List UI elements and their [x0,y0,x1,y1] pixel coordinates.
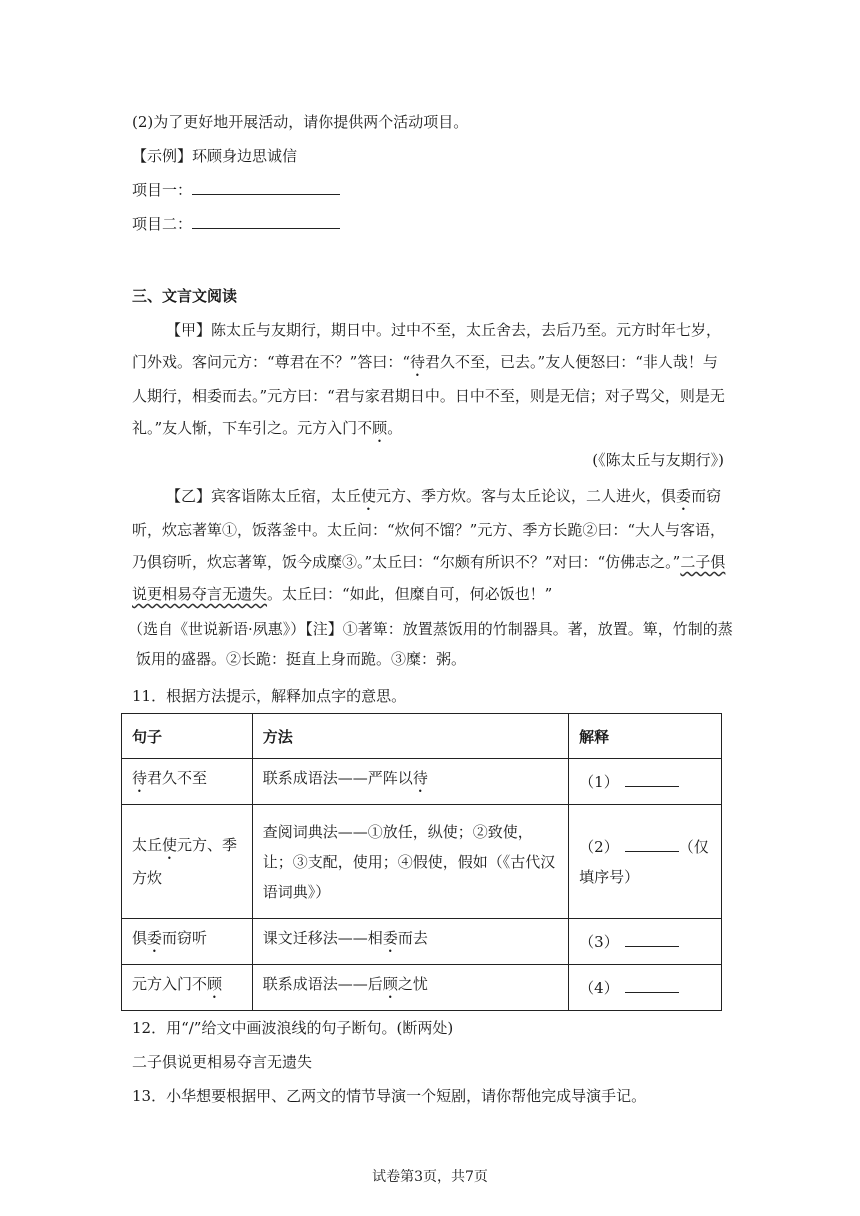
project-2-label: 项目二： [132,215,193,233]
passage-jia [132,314,732,446]
vocab-table [121,713,722,1011]
table-row [122,919,722,965]
passage-yi-note: （选自《世说新语·夙惠》）【注】①著箄：放置蒸饭用的竹制器具。著，放置。箄，竹制的蒸饭用的盛器。②长跪：挺直上身而跪。③糜：粥。 [128,620,733,668]
answer-cell [569,919,722,965]
example-label: 【示例】 [132,147,193,165]
dotted-char: 顾 [382,975,398,993]
section-title: 三、文言文阅读 [132,287,238,305]
method-text: 之忧 [397,975,428,993]
dotted-char: 委 [147,929,163,947]
q11-prompt: 11．根据方法提示，解释加点字的意思。 [132,687,407,705]
answer-blank[interactable] [625,772,679,787]
sentence-cell [122,805,253,919]
answer-cell [569,759,722,805]
example-line [132,146,297,166]
project-1-line [132,180,340,200]
dotted-char: 顾 [372,419,388,437]
answer-blank[interactable] [625,932,679,947]
method-text: 联系成语法——严阵以 [262,769,413,787]
answer-cell [569,965,722,1011]
q12-sentence: 二子俱说更相易夺言无遗失 [132,1053,313,1071]
sentence-text: 俱 [132,929,148,947]
project-1-blank[interactable] [192,180,340,195]
project-1-label: 项目一： [132,181,193,199]
sentence-text: 太丘 [132,836,163,854]
answer-number: （1） [579,773,619,791]
sentence-cell [122,919,253,965]
table-row [122,759,722,805]
q2-prompt: (2)为了更好地开展活动，请你提供两个活动项目。 [132,113,469,131]
method-cell [252,919,568,965]
passage-jia-text-1: 【甲】陈太丘与友期行，期日中。过中不至，太丘舍去，去后乃至。元方时年七岁，门外戏。客问元方：“尊君在不？”答曰：“ [132,321,722,371]
passage-yi-text-3: 而窃听，炊忘著箄①，饭落釜中。太丘问：“炊何不馏？”元方、季方长跪②曰：“大人与客语，乃俱窃听，炊忘著箄，饭今成糜③。”太丘曰：“尔颇有所识不？”对曰：“仿佛志之。” [132,487,726,571]
answer-hint: （仅填序号） [579,837,709,886]
table-header-row [122,714,722,759]
sentence-cell [122,965,253,1011]
header-method: 方法 [252,714,568,759]
method-text: 而去 [397,929,428,947]
example-text: 环顾身边思诚信 [192,147,298,165]
header-sentence: 句子 [122,714,253,759]
dotted-char: 委 [382,929,398,947]
answer-number: （2） [579,837,619,856]
project-2-blank[interactable] [192,214,340,229]
wavy-underlined-sentence: 二子俱说更相易夺言无遗失 [132,553,726,603]
passage-yi-text-4: 。太丘曰：“如此，但糜自可，何必饭也！” [267,585,553,603]
passage-jia-source: (《陈太丘与友期行》) [592,451,724,469]
q13-prompt: 13．小华想要根据甲、乙两文的情节导演一个短剧，请你帮他完成导演手记。 [132,1087,647,1105]
answer-number: （4） [579,979,619,997]
dotted-char: 待 [412,769,428,787]
answer-blank[interactable] [625,837,679,852]
passage-yi-text-2: 元方、季方炊。客与太丘论议，二人进火，俱 [376,487,677,505]
answer-blank[interactable] [625,978,679,993]
project-2-line [132,214,340,234]
dotted-char: 委 [676,487,692,505]
passage-jia-text-3: 。 [387,419,403,437]
passage-yi [132,480,732,610]
answer-number: （3） [579,933,619,951]
passage-yi-text-1: 【乙】宾客诣陈太丘宿，太丘 [166,487,362,505]
method-cell: 查阅词典法——①放任，纵使；②致使，让；③支配，使用；④假使，假如（《古代汉语词典》） [252,805,568,919]
table-row [122,965,722,1011]
answer-cell [569,805,722,919]
passage-jia-text-2: 君久不至，已去。”友人便怒曰：“非人哉！与人期行，相委而去。”元方曰：“君与家君期日中。日中不至，则是无信；对子骂父，则是无礼。”友人惭，下车引之。元方入门不 [132,353,725,437]
page-footer: 试卷第3页，共7页 [372,1169,488,1185]
dotted-char: 使 [361,487,377,505]
dotted-char: 待 [132,769,148,787]
sentence-text: 元方、季方炊 [132,836,238,887]
sentence-text: 元方入门不 [132,975,208,993]
table-row [122,805,722,919]
method-text: 课文迁移法——相 [262,929,383,947]
sentence-cell [122,759,253,805]
header-explanation: 解释 [569,714,722,759]
dotted-char: 使 [162,836,178,854]
q12-prompt: 12．用“/”给文中画波浪线的句子断句。(断两处) [132,1019,454,1037]
method-text: 联系成语法——后 [262,975,383,993]
sentence-text: 而窃听 [162,929,208,947]
dotted-char: 顾 [207,975,223,993]
method-cell [252,965,568,1011]
dotted-char: 待 [410,353,426,371]
method-cell [252,759,568,805]
sentence-text: 君久不至 [147,769,208,787]
